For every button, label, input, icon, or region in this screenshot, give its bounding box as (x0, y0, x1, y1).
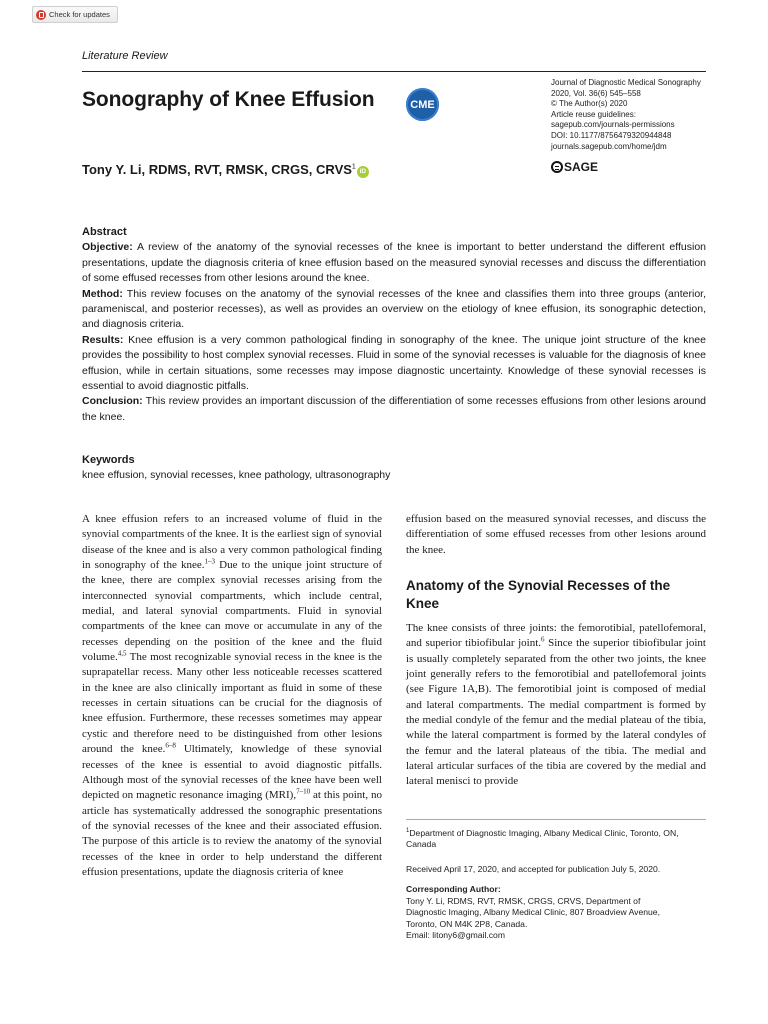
results-text: Knee effusion is a very common pathological finding in sonography of the knee. The unique joint structure of the knee provides the possibility to host complex synovial recesses. Fluid in some of the synovial recesses is valuable for the diagnosis of knee effusion, while in certain situations, some recesses may impose diagnostic uncertainty. Knowledge of these synovial recesses is essential to avoid diagnostic pitfalls. (82, 333, 706, 393)
body-text-run: The most recognizable synovial recess in the knee is the suprapatellar recess. Many other less noticeable recesses scattered in the knee are also clinically important as fluid in some of these recesses in certain situations can be crucial for the diagnosis of knee effusion. Furthermore, these recesses sometimes may appear cystic and therefore need to be distinguished from other lesions around the knee. (82, 651, 382, 756)
author-affil-mark: 1 (351, 163, 356, 171)
method-label: Method: (82, 287, 123, 300)
body-text-run: at this point, no article has systematically addressed the sonographic presentations of the synovial recesses of the knee and their associated effusion. The purpose of this article is to review the anatomy of the synovial recesses of the knee in order to help understand the different effusion presentations, update the diagnosis criteria of knee (82, 789, 382, 878)
body-column-right-top (406, 512, 706, 558)
objective-text: A review of the anatomy of the synovial recesses of the knee is important to better understand the different effusion presentations, update the diagnosis criteria of knee effusion based on the measured synovial recesses and discuss the differentiation of some effused recesses from other lesions around the knee. (82, 241, 706, 285)
body-column-left (82, 512, 382, 880)
abstract-heading: Abstract (82, 226, 127, 238)
keywords (82, 453, 706, 484)
cme-badge: CME (406, 88, 439, 121)
abstract-results (82, 333, 706, 395)
keywords-heading: Keywords (82, 454, 135, 466)
affil-text: Department of Diagnostic Imaging, Albany Medical Clinic, Toronto, ON, Canada (406, 827, 679, 850)
body-text-run: Due to the unique joint structure of the knee, there are complex synovial recesses arising from the interconnected synovial compartments, which include central, medial, and lateral synovial compartments. Fluid in synovial compartments of the knee can move or accumulate in any of the recesses depending on the position of the knee and the fluid volume. (82, 559, 382, 664)
affil-number: 1 (406, 828, 410, 834)
doi-link[interactable]: DOI: 10.1177/8756479320944848 (551, 130, 672, 140)
corresponding-label: Corresponding Author: (406, 884, 501, 894)
conclusion-label: Conclusion: (82, 395, 143, 408)
affiliation-footnote (406, 826, 706, 851)
journal-info (551, 78, 701, 152)
section-heading-anatomy: Anatomy of the Synovial Recesses of the Knee (406, 578, 671, 611)
method-text: This review focuses on the anatomy of the synovial recesses of the knee and classifies them into three groups (anterior, parameniscal, and posterior recesses), as well as provides an overview on the etiology of knee effusion, its sonographic detection, and diagnosis criteria. (82, 287, 706, 331)
citation[interactable]: 7–10 (296, 787, 311, 796)
body-text-run: Ultimately, knowledge of these synovial recesses of the knee is essential to avoid diagnostic pitfalls. Although most of the synovial recesses of the knee have been well depicted on magnetic resonance imaging (MRI), (82, 743, 382, 802)
results-label: Results: (82, 333, 124, 346)
intro-paragraph (82, 512, 382, 880)
permissions-link[interactable]: sagepub.com/journals-permissions (551, 120, 675, 130)
footnote-rule (406, 819, 706, 820)
check-for-updates-button[interactable] (32, 6, 118, 23)
publisher-name: SAGE (564, 160, 599, 174)
citation[interactable]: 6–8 (165, 741, 176, 750)
email-link[interactable]: Email: litony6@gmail.com (406, 930, 505, 940)
abstract-objective (82, 240, 706, 286)
header-rule (82, 71, 706, 72)
keywords-text: knee effusion, synovial recesses, knee pathology, ultrasonography (82, 469, 391, 482)
received-note: Received April 17, 2020, and accepted for publication July 5, 2020. (406, 864, 661, 874)
corresponding-author (406, 884, 706, 942)
article-title: Sonography of Knee Effusion (82, 88, 375, 111)
journal-info-line: Article reuse guidelines: (551, 109, 636, 119)
body-text-run: Since the superior tibiofibular joint is usually completely separated from the other two joints, the knee joint generally refers to the femorotibial and patellofemoral joints (see Figure 1A,B). The femorotibial joint is composed of medial and lateral compartments. The medial compartment is formed by the medial condyle of the femur and the medial plateau of the tibia, while the lateral compartment is formed by the lateral condyles of the femur and the lateral plateaus of the tibia. The medial and lateral articular surfaces of the tibia are covered by the medial and lateral menisci to provide (406, 637, 706, 788)
author-name: Tony Y. Li, RDMS, RVT, RMSK, CRGS, CRVS (82, 162, 352, 177)
check-for-updates-label: Check for updates (49, 10, 110, 19)
publisher-logo (551, 160, 598, 174)
journal-info-line: © The Author(s) 2020 (551, 99, 628, 109)
sage-logo-icon (551, 161, 563, 173)
author-line (82, 162, 369, 178)
corresponding-line: Toronto, ON M4K 2P8, Canada. (406, 918, 528, 929)
objective-label: Objective: (82, 241, 133, 254)
abstract-method (82, 287, 706, 333)
abstract (82, 225, 706, 425)
anatomy-paragraph (406, 621, 706, 790)
body-text-run: A knee effusion refers to an increased volume of fluid in the synovial compartments of the knee. It is the earliest sign of synovial disease of the knee and is also a very common pathological finding in sonography of the knee. (82, 513, 382, 572)
orcid-icon[interactable]: iD (357, 166, 369, 178)
abstract-conclusion (82, 394, 706, 425)
journal-info-line: 2020, Vol. 36(6) 545–558 (551, 88, 641, 98)
citation[interactable]: 4,5 (117, 649, 127, 658)
intro-paragraph-continued: effusion based on the measured synovial recesses, and discuss the differentiation of some effused recesses from other lesions around the knee. (406, 513, 706, 556)
body-text-run: The knee consists of three joints: the femorotibial, patellofemoral, and superior tibiofibular joint. (406, 622, 706, 650)
journal-home-link[interactable]: journals.sagepub.com/home/jdm (551, 141, 667, 151)
body-column-right (406, 621, 706, 790)
corresponding-line: Tony Y. Li, RDMS, RVT, RMSK, CRGS, CRVS, Department of (406, 895, 641, 906)
section-label: Literature Review (82, 50, 168, 62)
corresponding-line: Diagnostic Imaging, Albany Medical Clinic, 807 Broadview Avenue, (406, 907, 660, 917)
journal-info-line: Journal of Diagnostic Medical Sonography (551, 78, 701, 87)
conclusion-text: This review provides an important discussion of the differentiation of some recesses effusions from other lesions around the knee. (82, 395, 706, 423)
update-icon (36, 10, 46, 20)
citation[interactable]: 6 (541, 635, 545, 644)
citation[interactable]: 1–3 (204, 557, 216, 566)
